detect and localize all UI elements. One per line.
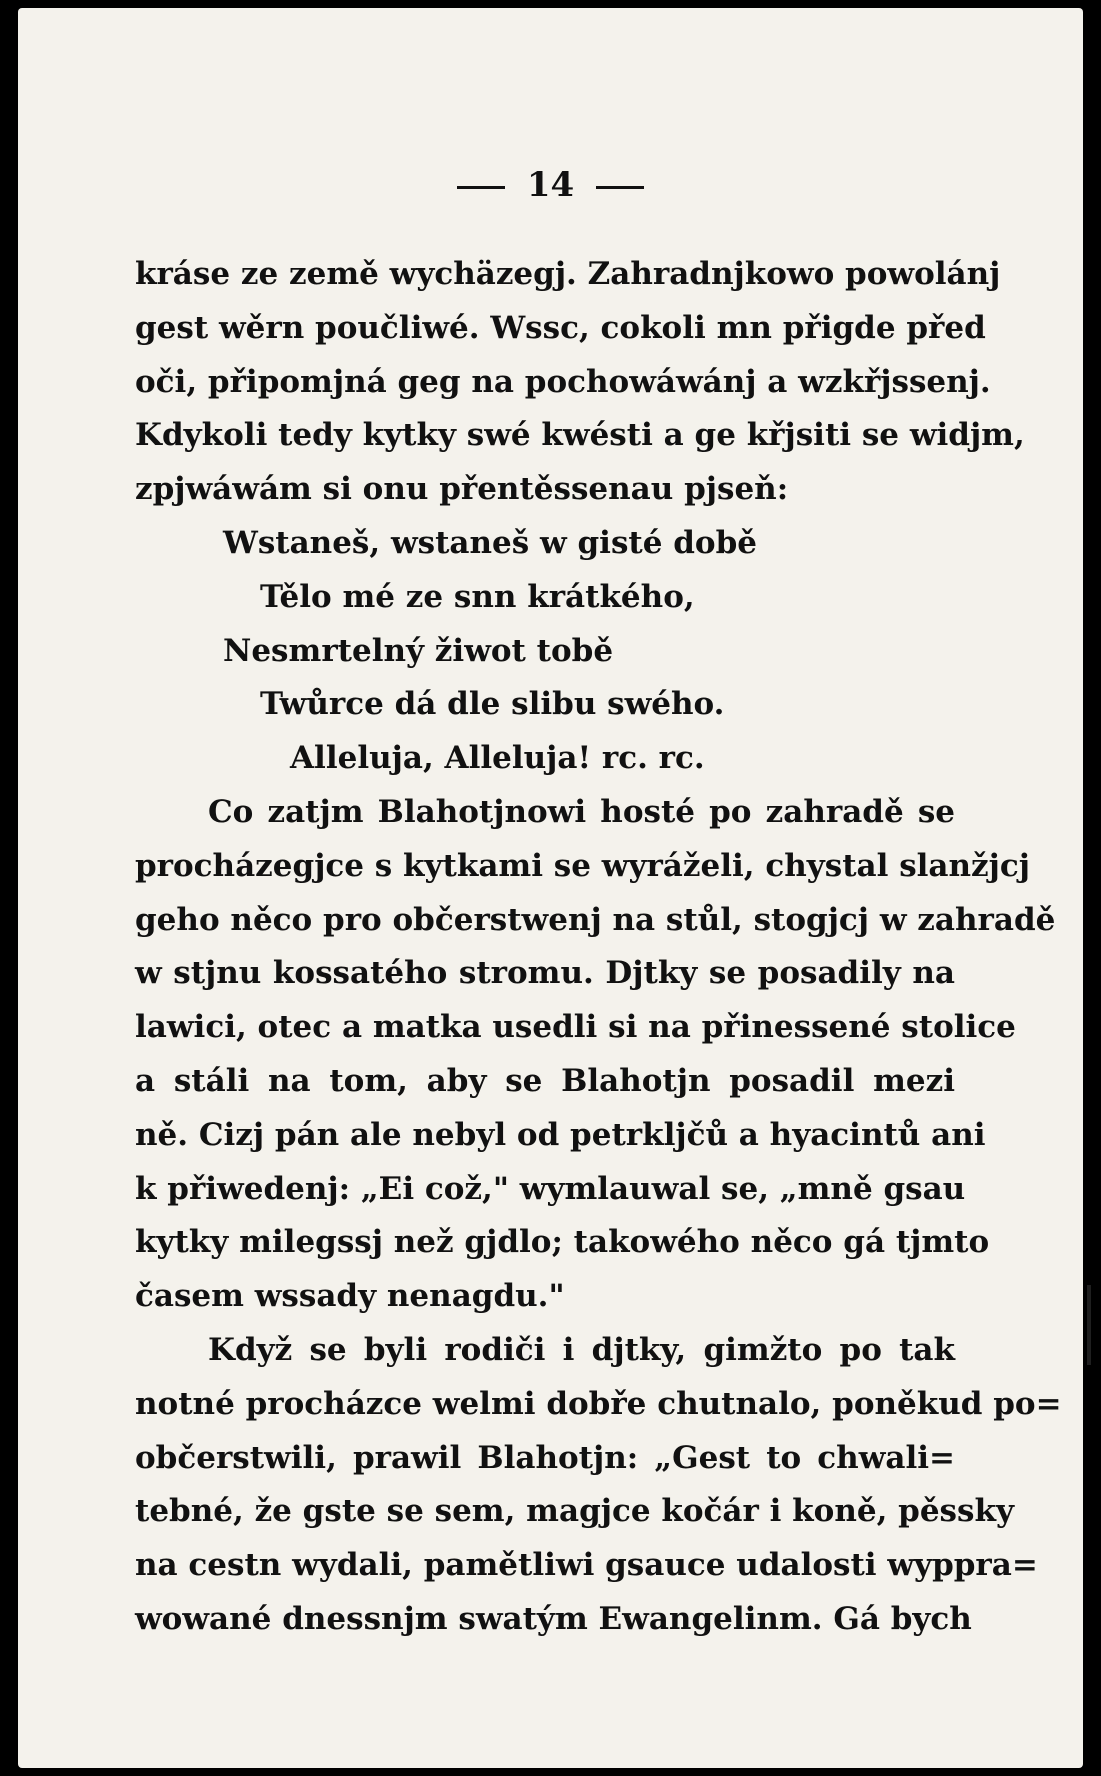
text-line: procházegjce s kytkami se wyráželi, chystal slanžjcj	[135, 847, 1030, 884]
text-line: notné procházce welmi dobře chutnalo, poněkud po=	[135, 1385, 1062, 1422]
top-border-rule	[512, 0, 1032, 6]
body-text	[135, 248, 1062, 1647]
text-line: ně. Cizj pán ale nebyl od petrkljčů a hyacintů ani	[135, 1116, 986, 1153]
page-number-header	[0, 165, 1101, 205]
text-line: w stjnu kossatého stromu. Djtky se posadily na	[135, 955, 955, 992]
text-line: občerstwili, prawil Blahotjn: „Gest to chwali=	[135, 1439, 955, 1476]
header-dash-right	[596, 186, 644, 189]
text-line: na cestn wydali, pamětliwi gsauce udalosti wyppra=	[135, 1547, 1038, 1584]
scan-edge-mark	[1087, 1285, 1091, 1365]
text-line: tebné, že gste se sem, magjce kočár i koně, pěssky	[135, 1493, 1014, 1530]
text-line: časem wssady nenagdu."	[135, 1278, 565, 1315]
verse-block	[135, 517, 955, 786]
text-line: kráse ze země wychäzegj. Zahradnjkowo powolánj	[135, 256, 1001, 292]
paragraph-3	[135, 1324, 1062, 1647]
verse-line: Twůrce dá dle slibu swého.	[260, 686, 725, 723]
text-line: kytky milegssj než gjdlo; takowého něco gá tjmto	[135, 1224, 990, 1261]
header-dash-left	[457, 186, 505, 189]
text-line: a stáli na tom, aby se Blahotjn posadil mezi	[135, 1062, 955, 1099]
verse-line: Tělo mé ze snn krátkého,	[260, 578, 695, 615]
text-line: zpjwáwám si onu přentěssenau pjseň:	[135, 471, 789, 508]
paragraph-2	[135, 786, 1056, 1324]
verse-line: Alleluja, Alleluja! rc. rc.	[290, 740, 705, 777]
text-line: Co zatjm Blahotjnowi hosté po zahradě se	[208, 793, 955, 830]
verse-line: Wstaneš, wstaneš w gisté době	[223, 524, 757, 561]
verse-line: Nesmrtelný žiwot tobě	[223, 632, 614, 669]
text-line: k přiwedenj: „Ei což," wymlauwal se, „mně gsau	[135, 1170, 966, 1207]
text-line: lawici, otec a matka usedli si na přinessené stolice	[135, 1009, 1016, 1046]
text-line: gest wěrn poučliwé. Wssc, cokoli mn přigde před	[135, 309, 986, 346]
text-line: geho něco pro občerstwenj na stůl, stogjcj w zahradě	[135, 901, 1056, 938]
paragraph-1	[135, 248, 1025, 517]
text-line: wowané dnessnjm swatým Ewangelinm. Gá bych	[135, 1600, 972, 1637]
text-line: Když se byli rodiči i djtky, gimžto po tak	[208, 1331, 955, 1368]
text-line: Kdykoli tedy kytky swé kwésti a ge křjsiti se widjm,	[135, 417, 1025, 454]
text-line: oči, připomjná geg na pochowáwánj a wzkřjssenj.	[135, 363, 991, 400]
page-number: 14	[526, 165, 575, 205]
